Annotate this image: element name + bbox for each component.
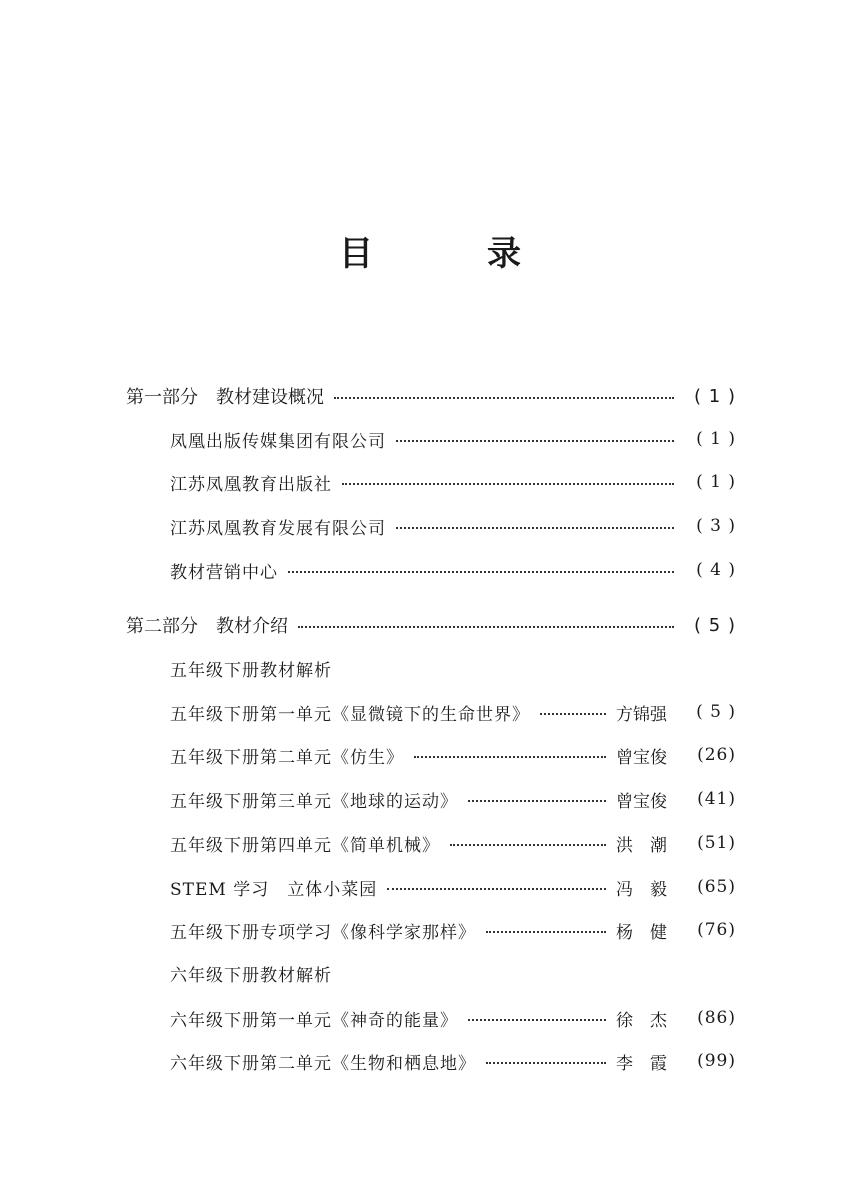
toc-entry-page: (65) — [697, 877, 736, 897]
toc-entry-label: 五年级下册第四单元《简单机械》 — [170, 835, 440, 856]
dot-leader — [468, 800, 606, 802]
toc-entry-author: 冯 毅 — [616, 879, 667, 900]
toc-entry[interactable] — [170, 555, 736, 585]
dot-leader — [334, 397, 674, 399]
dot-leader — [450, 844, 606, 846]
toc-entry-author: 徐 杰 — [616, 1010, 667, 1031]
toc-section-heading-label: 六年级下册教材解析 — [170, 965, 332, 986]
toc-entry[interactable] — [170, 424, 736, 454]
toc-entry-author: 洪 潮 — [616, 835, 667, 856]
toc-entry-page: ( 4 ) — [696, 560, 736, 580]
toc-entry-author: 曾宝俊 — [616, 747, 667, 768]
dot-leader — [540, 713, 606, 715]
toc-entry-page: (51) — [697, 833, 736, 853]
toc-entry[interactable] — [170, 915, 736, 945]
toc-entry-label: 第一部分 教材建设概况 — [126, 387, 324, 408]
toc-entry-page: (26) — [697, 745, 736, 765]
dot-leader — [486, 1062, 606, 1064]
toc-section-heading-label: 五年级下册教材解析 — [170, 660, 332, 681]
toc-entry-author: 李 霞 — [616, 1053, 667, 1074]
toc-entry[interactable] — [170, 1003, 736, 1033]
toc-entry-page: (86) — [697, 1008, 736, 1028]
toc-entry-label: 五年级下册第二单元《仿生》 — [170, 747, 404, 768]
toc-entry-page: ( 1 ) — [696, 429, 736, 449]
dot-leader — [342, 483, 674, 485]
toc-entry-page: (76) — [697, 920, 736, 940]
toc-entry-page: ( 1 ) — [696, 472, 736, 492]
toc-entry-label: 第二部分 教材介绍 — [126, 616, 288, 637]
toc-entry-page: ( 1 ) — [694, 385, 736, 407]
toc-entry-label: 五年级下册专项学习《像科学家那样》 — [170, 922, 476, 943]
toc-entry-label: 教材营销中心 — [170, 562, 278, 583]
toc-entry-label: 江苏凤凰教育发展有限公司 — [170, 518, 386, 539]
toc-entry-page: ( 3 ) — [696, 516, 736, 536]
toc-entry-author: 杨 健 — [616, 922, 667, 943]
toc-section-heading — [170, 653, 736, 683]
toc-entry-label: 五年级下册第三单元《地球的运动》 — [170, 791, 458, 812]
dot-leader — [396, 440, 674, 442]
toc-entry-page: (41) — [697, 789, 736, 809]
dot-leader — [486, 931, 606, 933]
toc-entry-page: ( 5 ) — [696, 702, 736, 722]
toc-entry[interactable] — [170, 511, 736, 541]
toc-entry-label: 江苏凤凰教育出版社 — [170, 474, 332, 495]
toc-entry[interactable] — [170, 467, 736, 497]
toc-entry-label: 凤凰出版传媒集团有限公司 — [170, 431, 386, 452]
dot-leader — [288, 571, 674, 573]
dot-leader — [414, 756, 606, 758]
dot-leader — [387, 888, 606, 890]
dot-leader — [468, 1019, 606, 1021]
toc-entry[interactable] — [170, 828, 736, 858]
toc-entry[interactable] — [170, 740, 736, 770]
toc-entry-label: STEM 学习 立体小菜园 — [170, 879, 378, 900]
toc-entry[interactable] — [170, 784, 736, 814]
toc-entry[interactable] — [170, 872, 736, 902]
toc-entry[interactable] — [170, 1046, 736, 1076]
toc-entry[interactable] — [170, 697, 736, 727]
toc-entry[interactable] — [126, 610, 736, 640]
toc-entry[interactable] — [126, 381, 736, 411]
toc-entry-page: ( 5 ) — [694, 614, 736, 636]
toc-entry-page: (99) — [697, 1051, 736, 1071]
toc-entry-author: 曾宝俊 — [616, 791, 667, 812]
dot-leader — [298, 626, 674, 628]
toc-entry-label: 六年级下册第一单元《神奇的能量》 — [170, 1010, 458, 1031]
toc-entry-label: 六年级下册第二单元《生物和栖息地》 — [170, 1053, 476, 1074]
toc-entry-author: 方锦强 — [616, 704, 667, 725]
dot-leader — [396, 527, 674, 529]
toc-section-heading — [170, 958, 736, 988]
toc-entry-label: 五年级下册第一单元《显微镜下的生命世界》 — [170, 704, 530, 725]
page-title: 目 录 — [339, 234, 561, 274]
